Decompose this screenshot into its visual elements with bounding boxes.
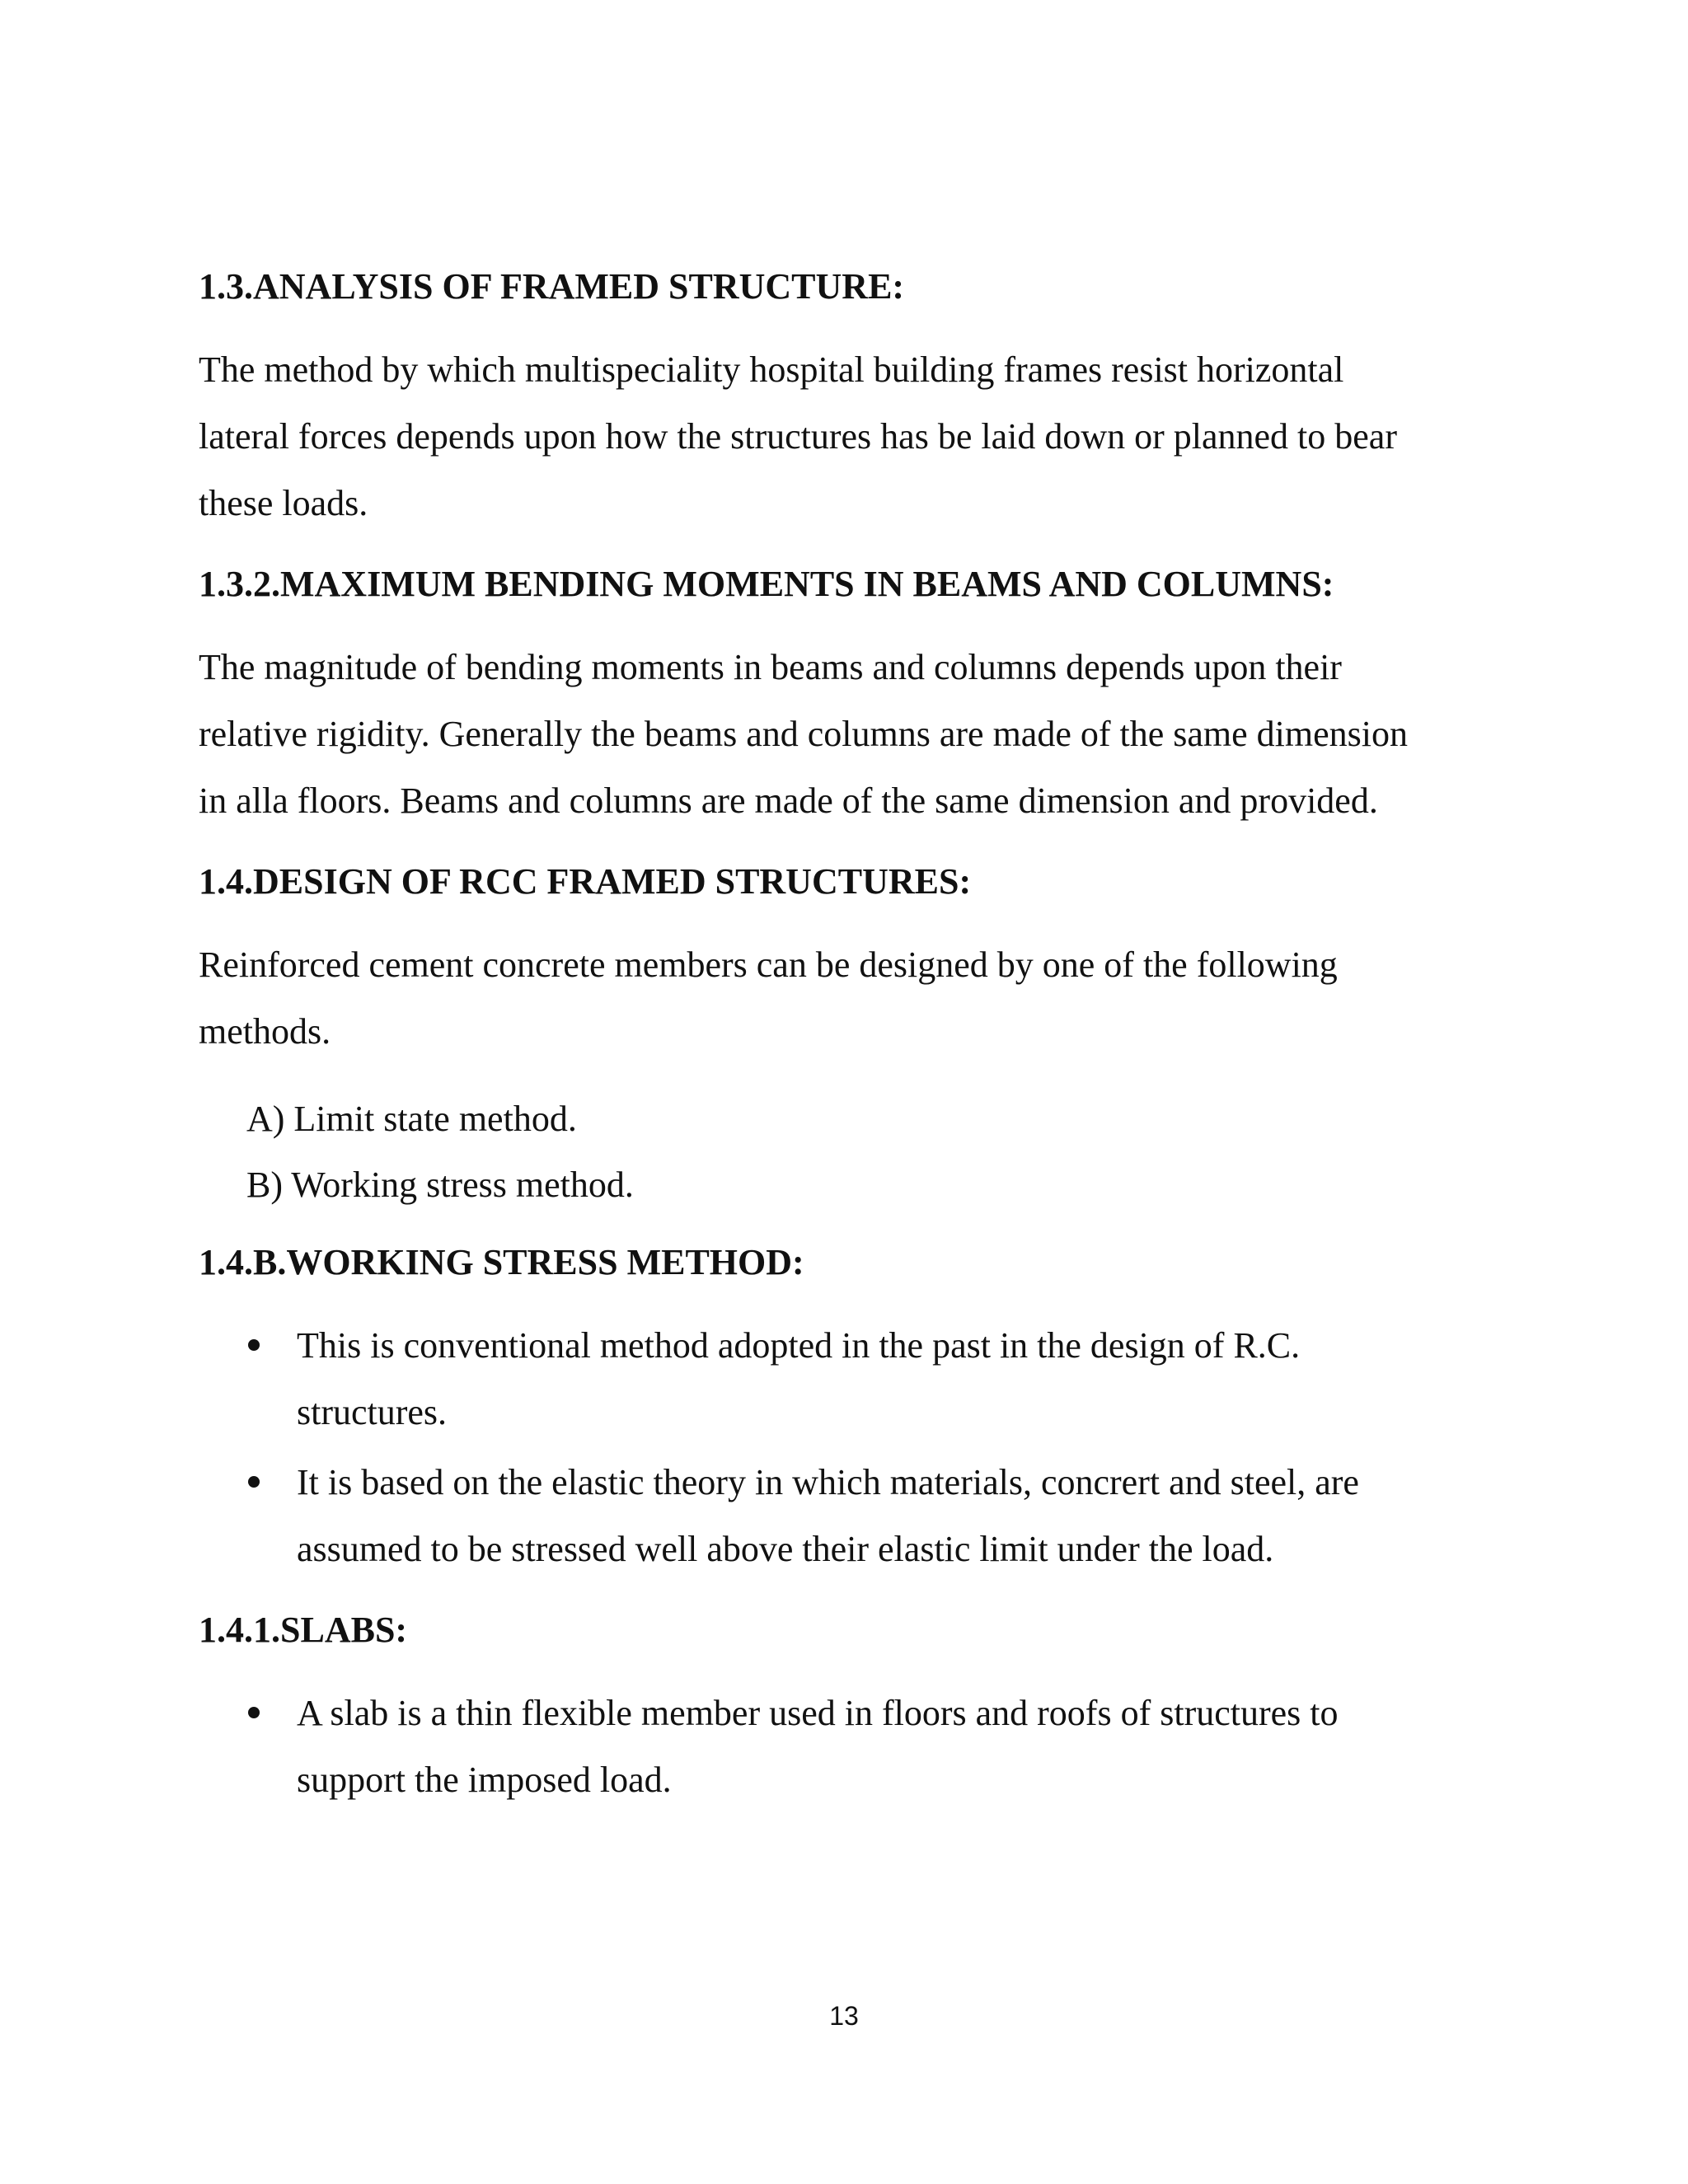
paragraph-line: in alla floors. Beams and columns are made of the same dimension and provided. bbox=[199, 780, 1378, 821]
heading-maximum-bending-moments: 1.3.2.MAXIMUM BENDING MOMENTS IN BEAMS AND COLUMNS: bbox=[199, 564, 1334, 604]
paragraph-line: relative rigidity. Generally the beams and columns are made of the same dimension bbox=[199, 714, 1408, 754]
paragraph-analysis bbox=[199, 336, 1501, 537]
paragraph-line: methods. bbox=[199, 1011, 331, 1052]
bullet-icon bbox=[248, 1476, 260, 1488]
design-methods-list bbox=[199, 1086, 1501, 1218]
paragraph-line: these loads. bbox=[199, 483, 368, 523]
page-content bbox=[199, 262, 1501, 1816]
paragraph-bending-moments bbox=[199, 634, 1501, 834]
paragraph-line: lateral forces depends upon how the structures has be laid down or planned to bear bbox=[199, 416, 1397, 457]
slabs-bullet-list bbox=[199, 1680, 1501, 1813]
paragraph-line: Reinforced cement concrete members can be designed by one of the following bbox=[199, 944, 1338, 985]
list-item-line: assumed to be stressed well above their elastic limit under the load. bbox=[297, 1529, 1274, 1569]
list-item: B) Working stress method. bbox=[246, 1165, 634, 1205]
list-item-line: structures. bbox=[297, 1392, 448, 1432]
bullet-icon bbox=[248, 1339, 260, 1351]
paragraph-line: The magnitude of bending moments in beams and columns depends upon their bbox=[199, 647, 1342, 687]
list-item: A) Limit state method. bbox=[246, 1099, 577, 1139]
paragraph-line: The method by which multispeciality hospital building frames resist horizontal bbox=[199, 349, 1344, 390]
list-item-line: This is conventional method adopted in the past in the design of R.C. bbox=[297, 1325, 1301, 1366]
list-item bbox=[199, 1449, 1501, 1582]
paragraph-design-methods bbox=[199, 931, 1501, 1065]
page-number: 13 bbox=[829, 2001, 859, 2031]
list-item bbox=[199, 1312, 1501, 1446]
list-item-line: support the imposed load. bbox=[297, 1760, 672, 1800]
heading-analysis-of-framed-structure: 1.3.ANALYSIS OF FRAMED STRUCTURE: bbox=[199, 266, 905, 307]
working-stress-bullet-list bbox=[199, 1312, 1501, 1582]
list-item-line: A slab is a thin flexible member used in floors and roofs of structures to bbox=[297, 1693, 1339, 1733]
list-item bbox=[199, 1680, 1501, 1813]
heading-design-of-rcc-framed-structures: 1.4.DESIGN OF RCC FRAMED STRUCTURES: bbox=[199, 861, 972, 902]
heading-slabs: 1.4.1.SLABS: bbox=[199, 1610, 408, 1650]
heading-working-stress-method: 1.4.B.WORKING STRESS METHOD: bbox=[199, 1242, 804, 1282]
bullet-icon bbox=[248, 1707, 260, 1718]
list-item-line: It is based on the elastic theory in which materials, concrert and steel, are bbox=[297, 1462, 1359, 1502]
